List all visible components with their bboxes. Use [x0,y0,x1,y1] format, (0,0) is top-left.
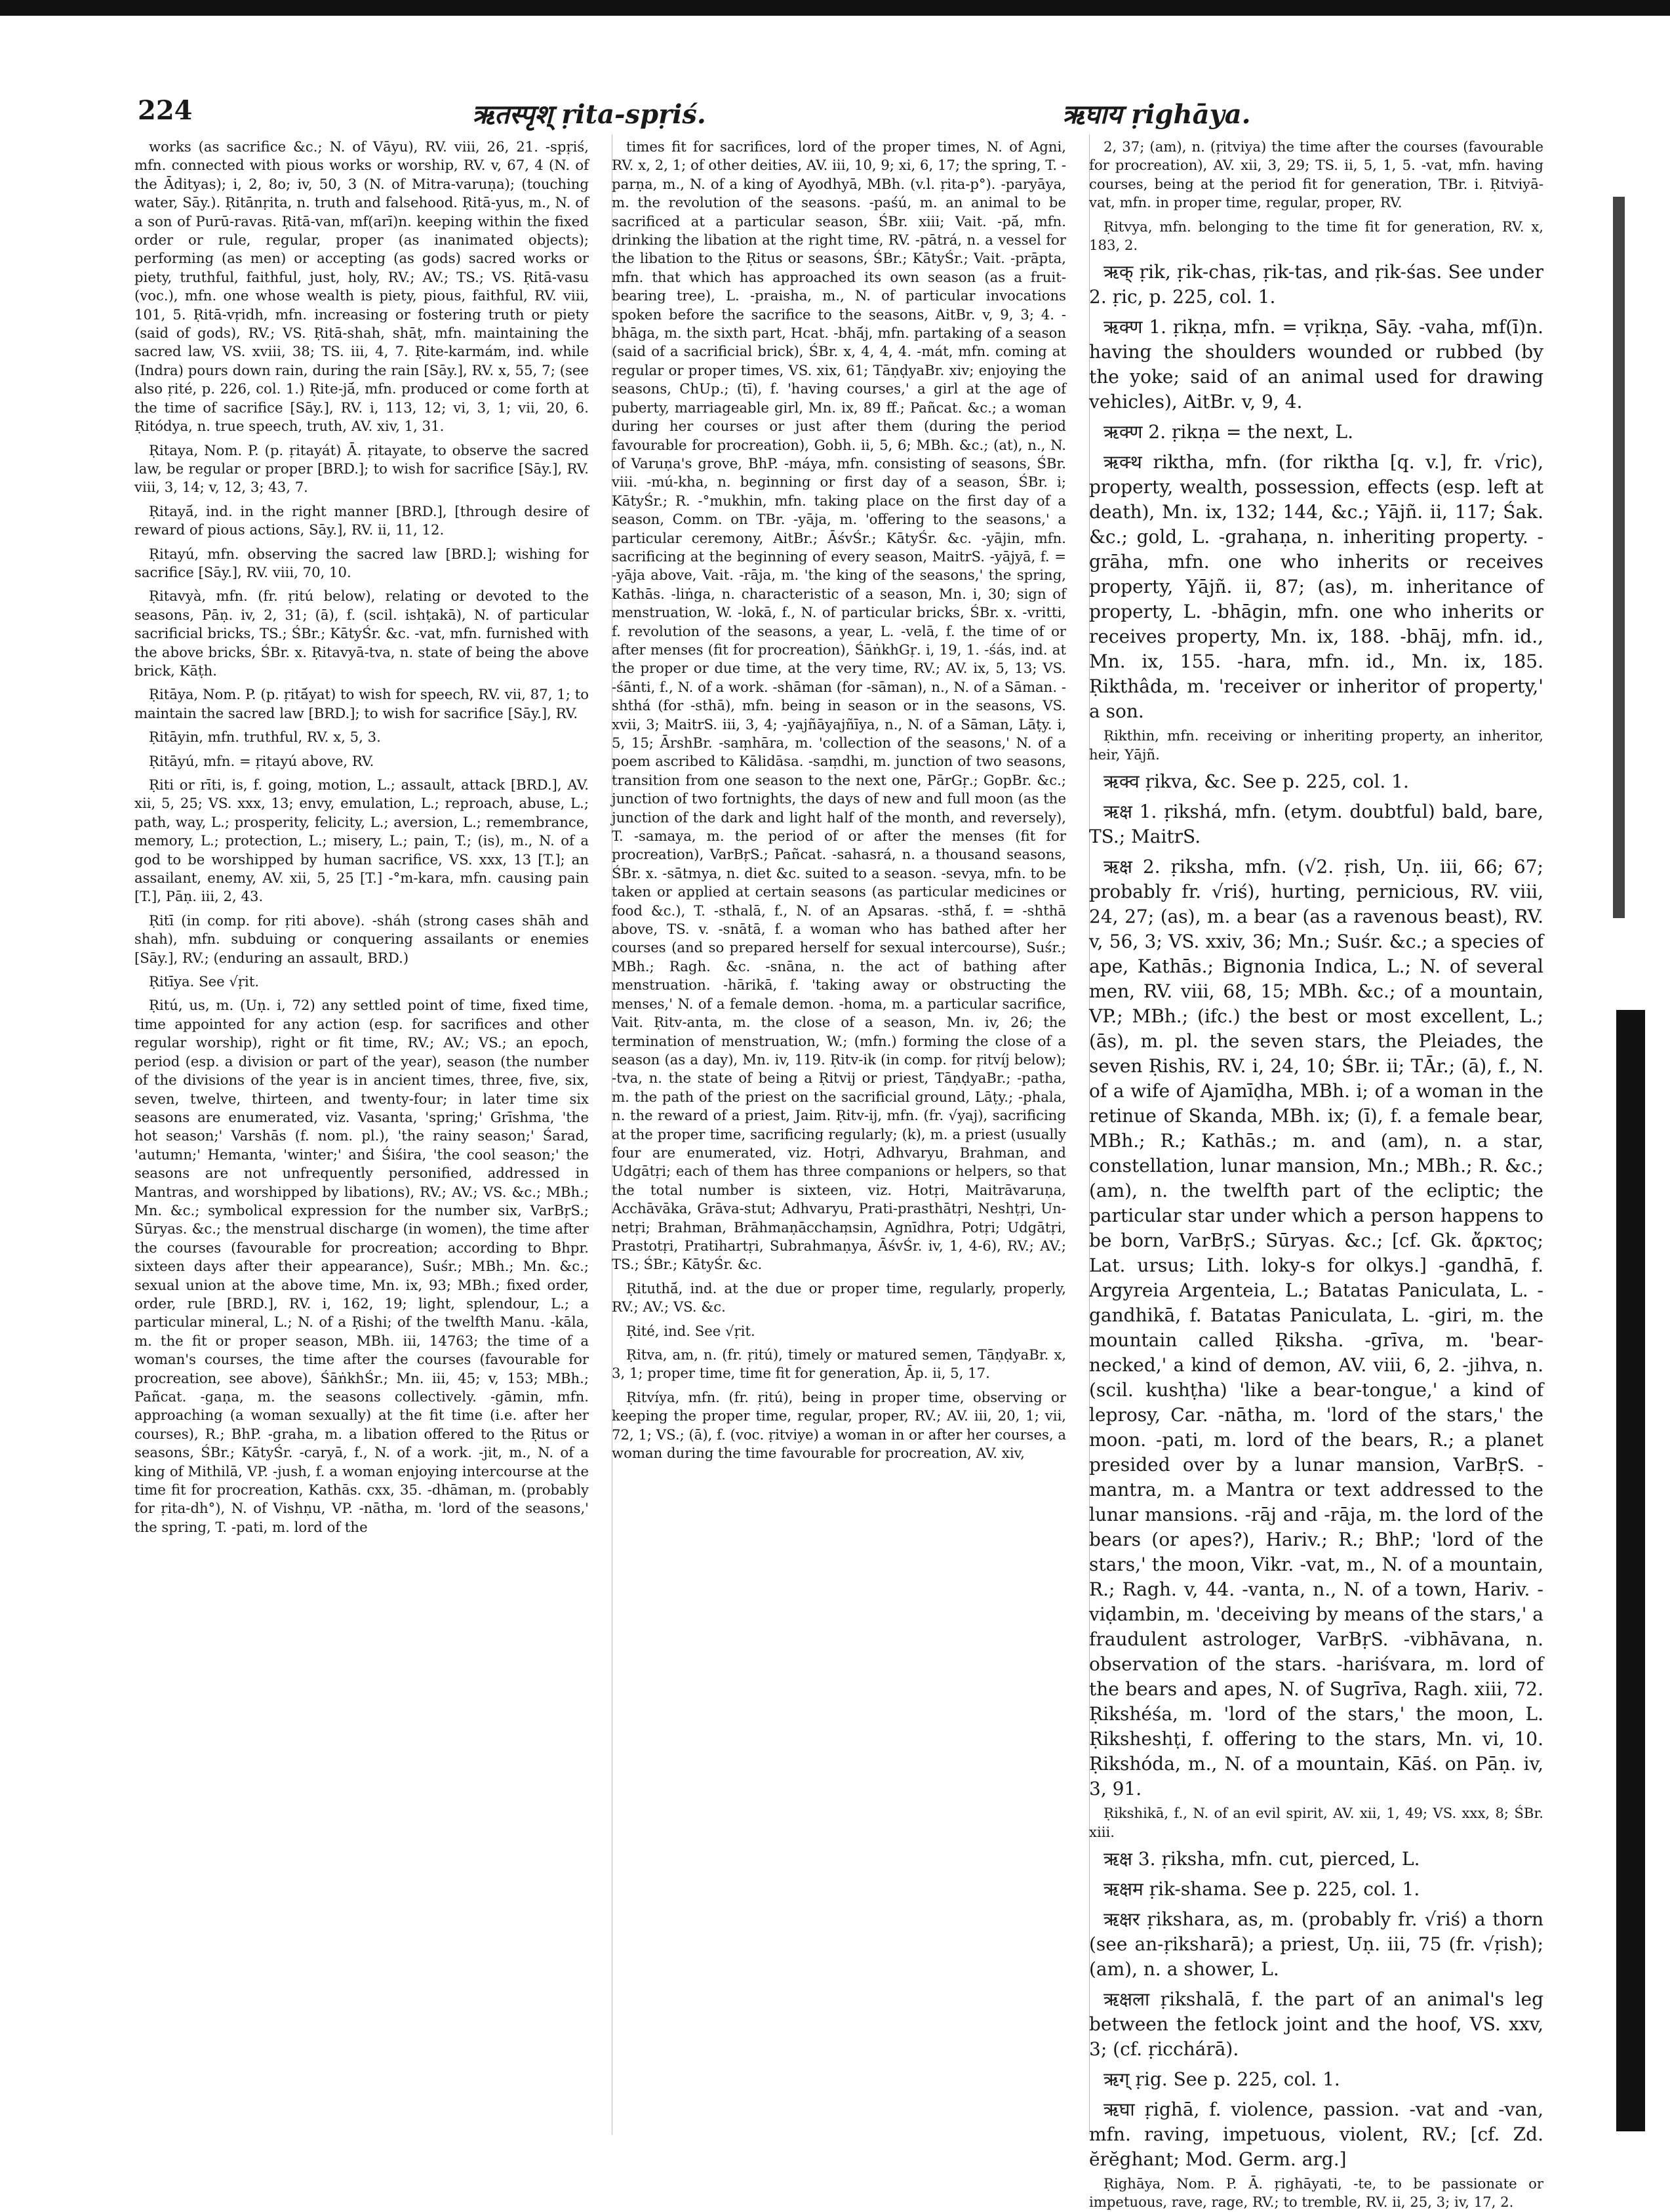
dictionary-headword-entry: ऋक्ण 1. ṛikṇa, mfn. = vṛikṇa, Sāy. -vaha, mf(ī)n. having the shoulders wounded or rubbed (by the yoke; said of an animal used for drawing vehicles), AitBr. v, 9, 4. [1089,316,1543,413]
dictionary-entry: Ṛiti or rīti, is, f. going, motion, L.; assault, attack [BRD.], AV. xii, 5, 25; VS. xxx, 13; envy, emulation, L.; reproach, abuse, L.; path, way, L.; prosperity, felicity, L.; aversion, L.; remembrance, memory, L.; protection, L.; misery, L.; pain, T.; (is), m., N. of a god to be worshipped by human sacrifice, VS. xxx, 13 [T.]; an assailant, enemy, AV. xii, 5, 25 [T.] -°m-kara, mfn. causing pain [T.], Pāṇ. iii, 2, 43. [134,776,589,905]
dictionary-entry: Ṛitú, us, m. (Uṇ. i, 72) any settled point of time, fixed time, time appointed for any action (esp. for sacrifices and other regular worship), right or fit time, RV.; AV.; VS.; an epoch, period (esp. a division or part of the year), season (the number of the divisions of the year is in ancient times, three, five, six, seven, twelve, thirteen, and twenty-four; in later time six seasons are enumerated, viz. Vasanta, 'spring;' Grīshma, 'the hot season;' Varshās (f. nom. pl.), 'the rainy season;' Śarad, 'autumn;' Hemanta, 'winter;' and Śiśira, 'the cool season;' the seasons are not unfrequently personified, addressed in Mantras, and worshipped by libations), RV.; AV.; VS. &c.; MBh.; Mn. &c.; symbolical expression for the number six, VarBṛS.; Sūryas. &c.; the menstrual discharge (in women), the time after the courses (favourable for procreation; according to Bhpr. sixteen days after their appearance), Suśr.; MBh.; Mn. &c.; sexual union at the above time, Mn. ix, 93; MBh.; fixed order, order, rule [BRD.], RV. i, 162, 19; light, splendour, L.; a particular mineral, L.; N. of a Ṛishi; of the twelfth Manu. -kāla, m. the fit or proper season, MBh. iii, 14763; the time of a woman's courses, the time after the courses (favourable for procreation, see above), ŚāṅkhŚr.; Mn. iii, 45; v, 153; MBh.; Pañcat. -gaṇa, m. the seasons collectively. -gāmin, mfn. approaching (a woman sexually) at the fit time (i.e. after her courses), R.; BhP. -graha, m. a libation offered to the Ṛitus or seasons, ŚBr.; KātyŚr. -caryā, f., N. of a work. -jit, m., N. of a king of Mithilā, VP. -jush, f. a woman enjoying intercourse at the time fit for procreation, Kathās. cxx, 35. -dhāman, m. (probably for ṛita-dh°), N. of Vishṇu, VP. -nātha, m. 'lord of the seasons,' the spring, T. -pati, m. lord of the [134,997,589,1535]
dictionary-entry: Ṛité, ind. See √ṛit. [626,1322,755,1339]
dictionary-headword-entry: ऋघा ṛighā, f. violence, passion. -vat and -van, mfn. raving, impetuous, violent, RV.; [cf. Zd. ĕrĕghant; Mod. Germ. arg.] [1089,2099,1543,2171]
dictionary-entry: Ṛikshikā, f., N. of an evil spirit, AV. xii, 1, 49; VS. xxx, 8; ŚBr. xiii. [1089,1805,1543,1840]
dictionary-entry: Ṛitva, am, n. (fr. ṛitú), timely or matured semen, TāṇḍyaBr. x, 3, 1; proper time, time fit for generation, Āp. ii, 5, 17. [612,1346,1066,1382]
column-right [1089,138,1543,2211]
scan-edge-bar [1616,1010,1645,2131]
dictionary-entry: Ṛitī (in comp. for ṛiti above). -sháh (strong cases shāh and shah), mfn. subduing or conquering assailants or enemies [Sāy.], RV.; (enduring an assault, BRD.) [134,912,589,966]
dictionary-entry: Ṛitavyà, mfn. (fr. ṛitú below), relating or devoted to the seasons, Pāṇ. iv, 2, 31; (ā), f. (scil. ishṭakā), N. of particular sacrificial bricks, TS.; ŚBr.; KātyŚr. &c. -vat, mfn. furnished with the above bricks, ŚBr. x. Ṛitavyā-tva, n. state of being the above brick, Kāṭh. [134,588,589,679]
dictionary-entry: Ṛighāya, Nom. P. Ā. ṛighāyati, -te, to be passionate or impetuous, rave, rage, RV.; to tremble, RV. ii, 25, 3; iv, 17, 2. [1089,2175,1543,2211]
dictionary-headword-entry: ऋक्ण 2. ṛikṇa = the next, L. [1103,421,1354,443]
dictionary-entry: Ṛitayú, mfn. observing the sacred law [BRD.]; wishing for sacrifice [Sāy.], RV. viii, 70, 10. [134,545,589,580]
dictionary-entry: Ṛitīya. See √ṛit. [149,973,260,990]
dictionary-entry: Ṛitāyin, mfn. truthful, RV. x, 5, 3. [149,729,381,746]
column-left [134,138,589,2138]
dictionary-headword-entry: ऋग् ṛig. See p. 225, col. 1. [1103,2068,1340,2091]
dictionary-columns [134,138,1544,2211]
dictionary-entry: works (as sacrifice &c.; N. of Vāyu), RV. viii, 26, 21. -spṛiś, mfn. connected with pious works or worship, RV. v, 67, 4 (N. of the Ādityas); i, 2, 8o; iv, 50, 3 (N. of Mitra-varuṇa); (touching water, Sāy.). Ṛitānṛita, n. truth and falsehood. Ṛitā-yus, m., N. of a son of Purū-ravas. Ṛitā-van, mf(arī)n. keeping within the fixed order or rule, regular, proper (as inanimated objects); performing (as men) or accepting (as gods) sacred works or piety, truthful, faithful, just, holy, RV.; AV.; TS.; VS. Ṛitā-vasu (voc.), mfn. one whose wealth is piety, pious, faithful, RV. viii, 101, 5. Ṛitā-vṛidh, mfn. increasing or fostering truth or piety (said of gods), RV.; VS. Ṛitā-shah, shāṭ, mfn. maintaining the sacred law, VS. xviii, 38; TS. iii, 4, 7. Ṛite-karmám, ind. while (Indra) pours down rain, during the rain [Sāy.], RV. x, 55, 7; (see also ṛité, p. 226, col. 1.) Ṛite-jā́, mfn. produced or come forth at the time of sacrifice [Sāy.], RV. i, 113, 12; vi, 3, 1; vii, 20, 6. Ṛitódya, n. true speech, truth, AV. xiv, 1, 31. [134,138,589,435]
dictionary-entry: Ṛitvíya, mfn. (fr. ṛitú), being in proper time, observing or keeping the proper time, regular, proper, RV.; AV. iii, 20, 1; vii, 72, 1; VS.; (ā), f. (voc. ṛitviye) a woman in or after her courses, a woman during the time favourable for procreation, AV. xiv, [612,1388,1066,1462]
dictionary-headword-entry: ऋक्ष 2. ṛiksha, mfn. (√2. ṛish, Uṇ. iii, 66; 67; probably fr. √riś), hurting, pernicious, RV. viii, 24, 27; (as), m. a bear (as a ravenous beast), RV. v, 56, 3; VS. xxiv, 36; Mn.; Suśr. &c.; a species of ape, Kathās.; Bignonia Indica, L.; N. of several men, RV. viii, 68, 15; MBh. &c.; of a mountain, VP.; MBh.; (ifc.) the best or most excellent, L.; (ās), m. pl. the seven stars, the Pleiades, the seven Ṛishis, RV. i, 24, 10; ŚBr. ii; TĀr.; (ā), f., N. of a wife of Ajamīḍha, MBh. i; of a woman in the retinue of Skanda, MBh. ix; (ī), f. a female bear, MBh.; R.; Kathās.; m. and (am), n. a star, constellation, lunar mansion, Mn.; MBh.; R. &c.; (am), n. the twelfth part of the ecliptic; the particular star under which a person happens to be born, VarBṛS.; Sūryas. &c.; [cf. Gk. ἄρκτος; Lat. ursus; Lith. loky-s for olkys.] -gandhā, f. Argyreia Argenteia, L.; Batatas Paniculata, L. -gandhikā, f. Batatas Paniculata, L. -giri, m. the mountain called Ṛiksha. -grīva, m. 'bear-necked,' a kind of demon, AV. viii, 6, 2. -jihva, n. (scil. kushṭha) 'like a bear-tongue,' a kind of leprosy, Car. -nātha, m. 'lord of the stars,' the moon. -pati, m. lord of the bears, R.; a planet presided over by a lunar mansion, VarBṛS. -mantra, m. a Mantra or text addressed to the lunar mansions. -rāj and -rāja, m. the lord of the bears (or apes?), Hariv.; R.; BhP.; 'lord of the stars,' the moon, Vikr. -vat, m., N. of a mountain, R.; Ragh. v, 44. -vanta, n., N. of a town, Hariv. -viḍambin, m. 'deceiving by means of the stars,' a fraudulent astrologer, VarBṛS. -vibhāvana, n. observation of the stars. -hariśvara, m. lord of the bears and apes, N. of Sugrīva, Ragh. xiii, 72. Ṛikshéśa, m. 'lord of the stars,' the moon, L. Ṛiksheshṭi, f. offering to the stars, Mn. vi, 10. Ṛikshóda, m., N. of a mountain, Kāś. on Pāṇ. iv, 3, 91. [1089,856,1543,1800]
running-head-right: ऋघाय ṛighāya. [1062,99,1251,130]
dictionary-headword-entry: ऋक्थ riktha, mfn. (for riktha [q. v.], fr. √ric), property, wealth, possession, effects (esp. left at death), Mn. ix, 132; 144, &c.; Yājñ. ii, 117; Śak. &c.; gold, L. -grahaṇa, n. inheriting property. -grāha, mfn. one who inherits or receives property, Yājñ. ii, 87; (as), m. inheritance of property, L. -bhāgin, mfn. one who inherits or receives property, Mn. ix, 188. -bhāj, mfn. id., Mn. ix, 155. -hara, mfn. id., Mn. ix, 185. Ṛikthâda, m. 'receiver or inheritor of property,' a son. [1089,451,1543,723]
dictionary-headword-entry: ऋक्ष 3. ṛiksha, mfn. cut, pierced, L. [1103,1848,1420,1870]
dictionary-headword-entry: ऋक्ष 1. ṛikshá, mfn. (etym. doubtful) bald, bare, TS.; MaitrS. [1089,801,1543,848]
dictionary-entry: 2, 37; (am), n. (ṛitviya) the time after the courses (favourable for procreation), AV. xii, 3, 29; TS. ii, 5, 1, 5. -vat, mfn. having courses, being at the period fit for generation, TBr. i. Ṛitviyā-vat, mfn. in proper time, regular, proper, RV. [1089,138,1543,211]
dictionary-headword-entry: ऋक् ṛik, ṛik-chas, ṛik-tas, and ṛik-śas. See under 2. ṛic, p. 225, col. 1. [1089,261,1543,308]
page-top-edge [0,0,1670,16]
scan-edge-shadow [1613,197,1625,918]
dictionary-entry: Ṛitvya, mfn. belonging to the time fit for generation, RV. x, 183, 2. [1089,218,1543,254]
page-header [131,95,1561,134]
running-head-left: ऋतस्पृश् ṛita-spṛiś. [472,99,706,130]
dictionary-entry: Ṛitāya, Nom. P. (p. ṛitā́yat) to wish for speech, RV. vii, 87, 1; to maintain the sacred law [BRD.]; to wish for sacrifice [Sāy.], RV. [134,686,589,721]
dictionary-headword-entry: ऋक्षला ṛikshalā, f. the part of an animal's leg between the fetlock joint and the hoof, VS. xxv, 3; (cf. ṛicchárā). [1089,1988,1543,2061]
column-middle [612,138,1066,2138]
dictionary-entry: Ṛikthin, mfn. receiving or inheriting property, an inheritor, heir, Yājñ. [1089,727,1543,763]
dictionary-entry: Ṛituthā́, ind. at the due or proper time, regularly, properly, RV.; AV.; VS. &c. [612,1279,1066,1316]
dictionary-entry: Ṛitayā́, ind. in the right manner [BRD.], [through desire of reward of pious actions, Sāy.], RV. ii, 11, 12. [134,502,589,538]
dictionary-entry: Ṛitāyú, mfn. = ṛitayú above, RV. [149,752,374,769]
dictionary-headword-entry: ऋक्षर ṛikshara, as, m. (probably fr. √riś) a thorn (see an-ṛiksharā); a priest, Uṇ. iii, 75 (fr. √ṛish); (am), n. a shower, L. [1089,1908,1543,1981]
dictionary-entry: Ṛitaya, Nom. P. (p. ṛitayát) Ā. ṛitayate, to observe the sacred law, be regular or proper [BRD.]; to wish for sacrifice [Sāy.], RV. viii, 3, 14; v, 12, 3; 43, 7. [134,441,589,496]
dictionary-headword-entry: ऋक्व ṛikva, &c. See p. 225, col. 1. [1103,771,1409,793]
dictionary-headword-entry: ऋक्षम ṛik-shama. See p. 225, col. 1. [1103,1878,1420,1900]
dictionary-entry: times fit for sacrifices, lord of the proper times, N. of Agni, RV. x, 2, 1; of other deities, AV. iii, 10, 9; xi, 6, 17; the spring, T. -parṇa, m., N. of a king of Ayodhyā, MBh. (v.l. ṛita-p°). -paryāya, m. the revolution of the seasons. -paśú, m. an animal to be sacrificed at a particular season, ŚBr. xiii; Vait. -pā́, mfn. drinking the libation at the right time, RV. -pātrá, n. a vessel for the libation to the Ṛitus or seasons, ŚBr.; KātyŚr.; Vait. -prāpta, mfn. that which has approached its own season (as a fruit-bearing tree), L. -praisha, m., N. of particular invocations spoken before the sacrifice to the seasons, AitBr. v, 9, 3; 4. -bhāga, m. the sixth part, Hcat. -bhā́j, mfn. partaking of a season (said of a sacrificial brick), ŚBr. x, 4, 4, 4. -mát, mfn. coming at regular or proper times, VS. xix, 61; TāṇḍyaBr. xiv; enjoying the seasons, ChUp.; (tī), f. 'having courses,' a girl at the age of puberty, marriageable girl, Mn. ix, 89 ff.; Pañcat. &c.; a woman during her courses or just after them (during the period favourable for procreation), Gobh. ii, 5, 6; MBh. &c.; (at), n., N. of Varuṇa's grove, BhP. -máya, mfn. consisting of seasons, ŚBr. viii. -mú-kha, n. beginning or first day of a season, ŚBr. i; KātyŚr.; R. -°mukhin, mfn. taking place on the first day of a season, Comm. on TBr. -yāja, m. 'offering to the seasons,' a particular ceremony, AitBr.; ĀśvŚr.; KātyŚr. &c. -yājin, mfn. sacrificing at the beginning of every season, MaitrS. -yājyā, f. = -yāja above, Vait. -rāja, m. 'the king of the seasons,' the spring, Kathās. -liṅga, n. characteristic of a season, Mn. i, 30; sign of menstruation, W. -lokā, f., N. of particular bricks, ŚBr. x. -vritti, f. revolution of the seasons, a year, L. -velā, f. the time of or after menses (fit for procreation), ŚāṅkhGṛ. i, 19, 1. -śás, ind. at the proper or due time, at the very time, RV.; AV. ix, 5, 13; VS. -śānti, f., N. of a work. -shāman (for -sāman), n., N. of a Sāman. -shthá (for -sthā), mfn. being in season or in the seasons, VS. xvii, 3; MaitrS. iii, 3, 4; -yajñāyajñīya, n., N. of a Sāman, Lāṭy. i, 5, 15; ĀrshBr. -saṃhāra, m. 'collection of the seasons,' N. of a poem ascribed to Kālidāsa. -saṃdhi, m. junction of two seasons, transition from one season to the next one, PārGṛ.; GopBr. &c.; junction of two fortnights, the days of new and full moon (as the junction of the dark and light half of the month, and reversely), T. -samaya, m. the period of or after the menses (fit for procreation), VarBṛS.; Pañcat. -sahasrá, n. a thousand seasons, ŚBr. x. -sātmya, n. diet &c. suited to a season. -sevya, mfn. to be taken or applied at certain seasons (as particular medicines or food &c.), T. -sthalā, f., N. of an Apsaras. -sthā́, f. = -shthā above, TS. v. -snātā, f. a woman who has bathed after her courses (and so prepared herself for sexual intercourse), Suśr.; MBh.; Ragh. &c. -snāna, n. the act of bathing after menstruation. -hārikā, f. 'taking away or obstructing the menses,' N. of a female demon. -homa, m. a particular sacrifice, Vait. Ṛitv-anta, m. the close of a season, Mn. iv, 26; the termination of menstruation, W.; (mfn.) forming the close of a season (as a day), Mn. iv, 119. Ṛitv-ik (in comp. for ṛitvíj below); -tva, n. the state of being a Ṛitvij or priest, TāṇḍyaBr.; -patha, m. the path of the priest on the sacrificial ground, Lāṭy.; -phala, n. the reward of a priest, Jaim. Ṛitv-ij, mfn. (fr. √yaj), sacrificing at the proper time, sacrificing regularly; (k), m. a priest (usually four are enumerated, viz. Hotṛi, Adhvaryu, Brahman, and Udgātṛi; each of them has three companions or helpers, so that the total number is sixteen, viz. Hotṛi, Maitrāvaruṇa, Acchāvāka, Grāva-stut; Adhvaryu, Prati-prasthātṛi, Neshṭṛi, Un-netṛi; Brahman, Brāhmaṇācchaṃsin, Agnīdhra, Potṛi; Udgātṛi, Prastotṛi, Pratihartṛi, Subrahmaṇya, ĀśvŚr. iv, 1, 4-6), RV.; AV.; TS.; ŚBr.; KātyŚr. &c. [612,138,1066,1273]
page-number: 224 [138,95,193,126]
